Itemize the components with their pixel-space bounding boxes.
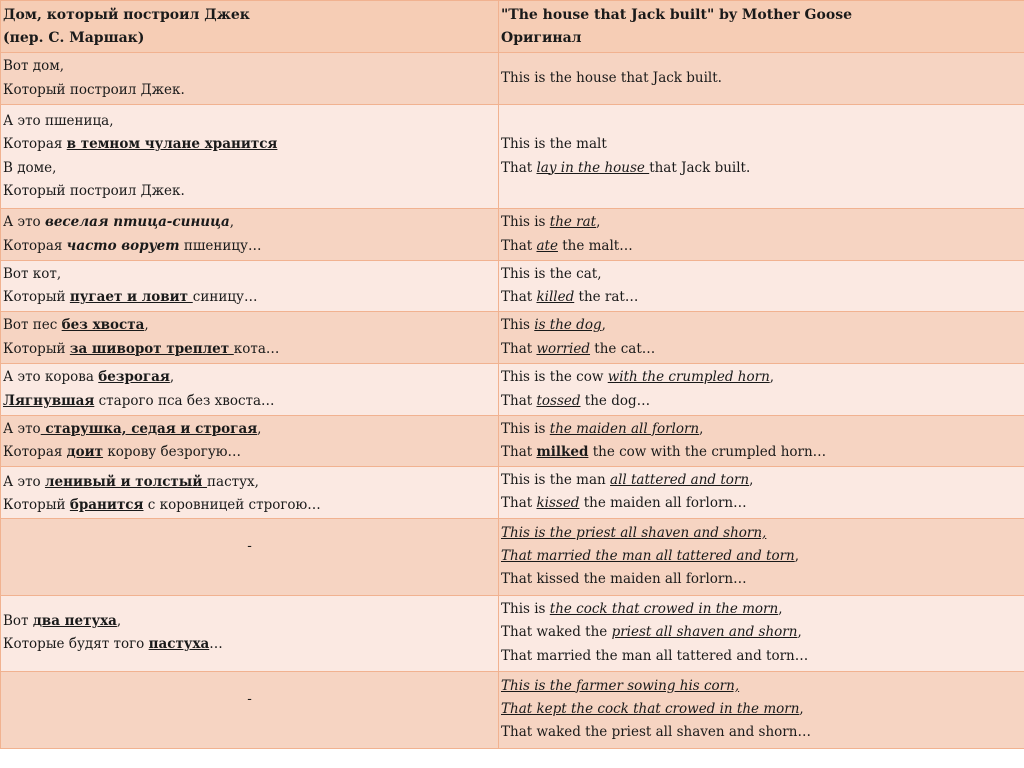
ru-line — [3, 79, 496, 102]
ru-line — [3, 211, 496, 234]
line-text: This is the man — [501, 472, 611, 488]
line-text: This is — [501, 420, 550, 437]
line-text: the dog… — [580, 392, 651, 409]
line-text: Вот пес — [3, 317, 62, 334]
line-text: That — [501, 392, 537, 409]
header-en-title: "The house that Jack built" by Mother Goose — [501, 7, 852, 23]
ru-dash: - — [247, 690, 252, 707]
line-text: the maiden all forlorn… — [579, 495, 747, 512]
table-row — [1, 416, 1024, 467]
line-text: That waked the — [501, 624, 612, 641]
en-line — [501, 157, 1022, 180]
line-text: пшеницу… — [179, 237, 262, 254]
emphasized-text: в темном чулане хранится — [66, 136, 278, 153]
line-text: That — [501, 340, 537, 357]
line-text: the cow with the crumpled horn… — [588, 444, 827, 460]
en-line — [501, 67, 1022, 90]
ru-line — [3, 418, 496, 441]
header-row — [1, 1, 1024, 53]
ru-dash: - — [247, 537, 252, 554]
line-text: the cat… — [590, 340, 656, 357]
line-text: А это — [3, 214, 45, 231]
line-text: Которая — [3, 444, 67, 460]
line-text: Который — [3, 497, 70, 514]
header-en-cell — [499, 1, 1024, 53]
emphasized-text: milked — [536, 444, 589, 460]
en-line — [501, 314, 1022, 337]
en-cell — [499, 312, 1024, 364]
en-line — [501, 621, 1022, 644]
line-text: , — [797, 624, 802, 641]
line-text: , — [778, 601, 783, 618]
en-line — [501, 721, 1022, 744]
emphasized-text: доит — [66, 444, 104, 460]
line-text: , — [601, 317, 606, 334]
line-text: Который — [3, 340, 70, 357]
en-line — [501, 211, 1022, 234]
line-text: This is the cat, — [501, 265, 602, 282]
line-text: кота… — [233, 340, 280, 357]
en-cell — [499, 671, 1024, 748]
ru-line — [3, 133, 496, 156]
emphasized-text: That kept the cock that crowed in the morn — [501, 700, 800, 717]
ru-line — [3, 338, 496, 361]
line-text: , — [169, 369, 175, 386]
emphasized-text: Лягнувшая — [3, 392, 95, 409]
emphasized-text: ate — [536, 237, 558, 254]
line-text: That kissed the maiden all forlorn… — [501, 571, 747, 588]
line-text: , — [749, 472, 754, 488]
table-row — [1, 53, 1024, 105]
line-text: This is the house that Jack built. — [501, 69, 722, 86]
emphasized-text: ленивый и толстый — [44, 474, 208, 490]
en-cell — [499, 518, 1024, 595]
line-text: синицу… — [192, 289, 258, 305]
en-cell — [499, 105, 1024, 209]
en-line — [501, 235, 1022, 258]
emphasized-text: with the crumpled horn — [607, 369, 770, 386]
line-text: Которая — [3, 136, 67, 153]
line-text: , — [699, 420, 704, 437]
en-cell — [499, 595, 1024, 671]
emphasized-text: без хвоста — [61, 317, 145, 334]
line-text: , — [229, 214, 234, 231]
ru-cell — [1, 595, 499, 671]
line-text: the rat… — [574, 289, 639, 305]
line-text: that Jack built. — [649, 159, 751, 176]
en-line — [501, 338, 1022, 361]
table-row — [1, 261, 1024, 312]
en-cell — [499, 364, 1024, 416]
en-line — [501, 469, 1022, 492]
emphasized-text: the cock that crowed in the morn — [549, 601, 779, 618]
ru-line — [3, 314, 496, 337]
en-line — [501, 263, 1022, 286]
line-text: , — [596, 214, 601, 231]
line-text: This is — [501, 601, 550, 618]
emphasized-text: два петуха — [32, 612, 117, 629]
en-line — [501, 286, 1022, 309]
line-text: А это — [3, 420, 41, 437]
en-line — [501, 568, 1022, 591]
line-text: That — [501, 495, 537, 512]
emphasized-text: the maiden all forlorn — [549, 420, 700, 437]
emphasized-text: tossed — [536, 392, 581, 409]
ru-line — [3, 494, 496, 517]
table-row — [1, 312, 1024, 364]
ru-line — [3, 55, 496, 78]
emphasized-text: lay in the house — [536, 159, 650, 176]
ru-cell — [1, 312, 499, 364]
emphasized-text: This is the priest all shaven and shorn, — [501, 524, 767, 541]
emphasized-text: priest all shaven and shorn — [611, 624, 798, 641]
ru-line — [3, 110, 496, 133]
en-line — [501, 522, 1022, 545]
ru-line — [3, 286, 496, 309]
line-text: Который построил Джек. — [3, 182, 185, 199]
table-row — [1, 105, 1024, 209]
emphasized-text: пастуха — [148, 636, 210, 653]
ru-line — [3, 366, 496, 389]
header-ru-subtitle: (пер. С. Маршак) — [3, 30, 145, 46]
en-line — [501, 545, 1022, 568]
ru-cell — [1, 467, 499, 519]
line-text: старого пса без хвоста… — [94, 392, 275, 409]
line-text: This is the malt — [501, 136, 607, 153]
line-text: That — [501, 237, 537, 254]
line-text: , — [799, 700, 804, 717]
line-text: Вот кот, — [3, 265, 62, 282]
emphasized-text: пугает и ловит — [69, 289, 193, 305]
header-ru-title: Дом, который построил Джек — [3, 7, 250, 23]
en-line — [501, 645, 1022, 668]
ru-line — [3, 390, 496, 413]
en-line — [501, 390, 1022, 413]
line-text: … — [209, 636, 223, 653]
en-line — [501, 675, 1022, 698]
ru-cell — [1, 364, 499, 416]
line-text: Которая — [3, 237, 67, 254]
en-line — [501, 441, 1022, 464]
en-cell — [499, 416, 1024, 467]
emphasized-text: старушка, седая и строгая — [40, 420, 258, 437]
ru-cell — [1, 105, 499, 209]
line-text: А это пшеница, — [3, 112, 114, 129]
table-row — [1, 209, 1024, 261]
en-line — [501, 492, 1022, 515]
emphasized-text: безрогая — [98, 369, 170, 386]
line-text: That — [501, 289, 537, 305]
en-cell — [499, 53, 1024, 105]
emphasized-text: This is the farmer sowing his corn, — [501, 677, 740, 694]
emphasized-text: is the dog — [534, 317, 602, 334]
line-text: корову безрогую… — [103, 444, 242, 460]
ru-line — [3, 157, 496, 180]
ru-cell — [1, 518, 499, 595]
emphasized-text: all tattered and torn — [610, 472, 750, 488]
line-text: the malt… — [557, 237, 633, 254]
table-row — [1, 671, 1024, 748]
line-text: That waked the priest all shaven and shorn… — [501, 724, 811, 741]
line-text: Вот дом, — [3, 58, 65, 75]
ru-line — [3, 263, 496, 286]
ru-cell — [1, 416, 499, 467]
line-text: Который построил Джек. — [3, 81, 185, 98]
line-text: , — [794, 547, 800, 564]
emphasized-text: the rat — [549, 214, 597, 231]
emphasized-text: веселая птица-синица — [44, 214, 230, 231]
line-text: Вот — [3, 612, 33, 629]
line-text: That — [501, 159, 537, 176]
line-text: пастух, — [207, 474, 259, 490]
line-text: That married the man all tattered and torn… — [501, 647, 809, 664]
en-cell — [499, 261, 1024, 312]
en-line — [501, 133, 1022, 156]
en-cell — [499, 467, 1024, 519]
line-text: This — [501, 317, 535, 334]
line-text: That — [501, 444, 537, 460]
emphasized-text: часто ворует — [66, 237, 180, 254]
table-row — [1, 364, 1024, 416]
line-text: В доме, — [3, 159, 57, 176]
ru-line — [3, 235, 496, 258]
en-line — [501, 598, 1022, 621]
ru-line — [3, 471, 496, 494]
emphasized-text: kissed — [536, 495, 580, 512]
line-text: Который — [3, 289, 70, 305]
line-text: , — [257, 420, 262, 437]
header-en-subtitle: Оригинал — [501, 30, 582, 46]
table-row — [1, 467, 1024, 519]
emphasized-text: That married the man all tattered and torn — [501, 547, 795, 564]
en-line — [501, 698, 1022, 721]
ru-line — [3, 633, 496, 656]
header-ru-cell — [1, 1, 499, 53]
line-text: , — [144, 317, 149, 334]
table-row — [1, 595, 1024, 671]
emphasized-text: за шиворот треплет — [69, 340, 234, 357]
emphasized-text: бранится — [69, 497, 144, 514]
emphasized-text: worried — [536, 340, 591, 357]
line-text: А это — [3, 474, 45, 490]
ru-line — [3, 610, 496, 633]
ru-cell — [1, 53, 499, 105]
line-text: This is — [501, 214, 550, 231]
en-cell — [499, 209, 1024, 261]
ru-cell — [1, 261, 499, 312]
line-text: , — [769, 369, 775, 386]
ru-cell — [1, 671, 499, 748]
ru-cell — [1, 209, 499, 261]
line-text: с коровницей строгою… — [143, 497, 321, 514]
emphasized-text: killed — [536, 289, 575, 305]
line-text: This is the cow — [501, 369, 608, 386]
line-text: Которые будят того — [3, 636, 149, 653]
en-line — [501, 418, 1022, 441]
line-text: А это корова — [3, 369, 99, 386]
en-line — [501, 366, 1022, 389]
line-text: , — [116, 612, 122, 629]
ru-line — [3, 441, 496, 464]
table-row — [1, 518, 1024, 595]
ru-line — [3, 180, 496, 203]
